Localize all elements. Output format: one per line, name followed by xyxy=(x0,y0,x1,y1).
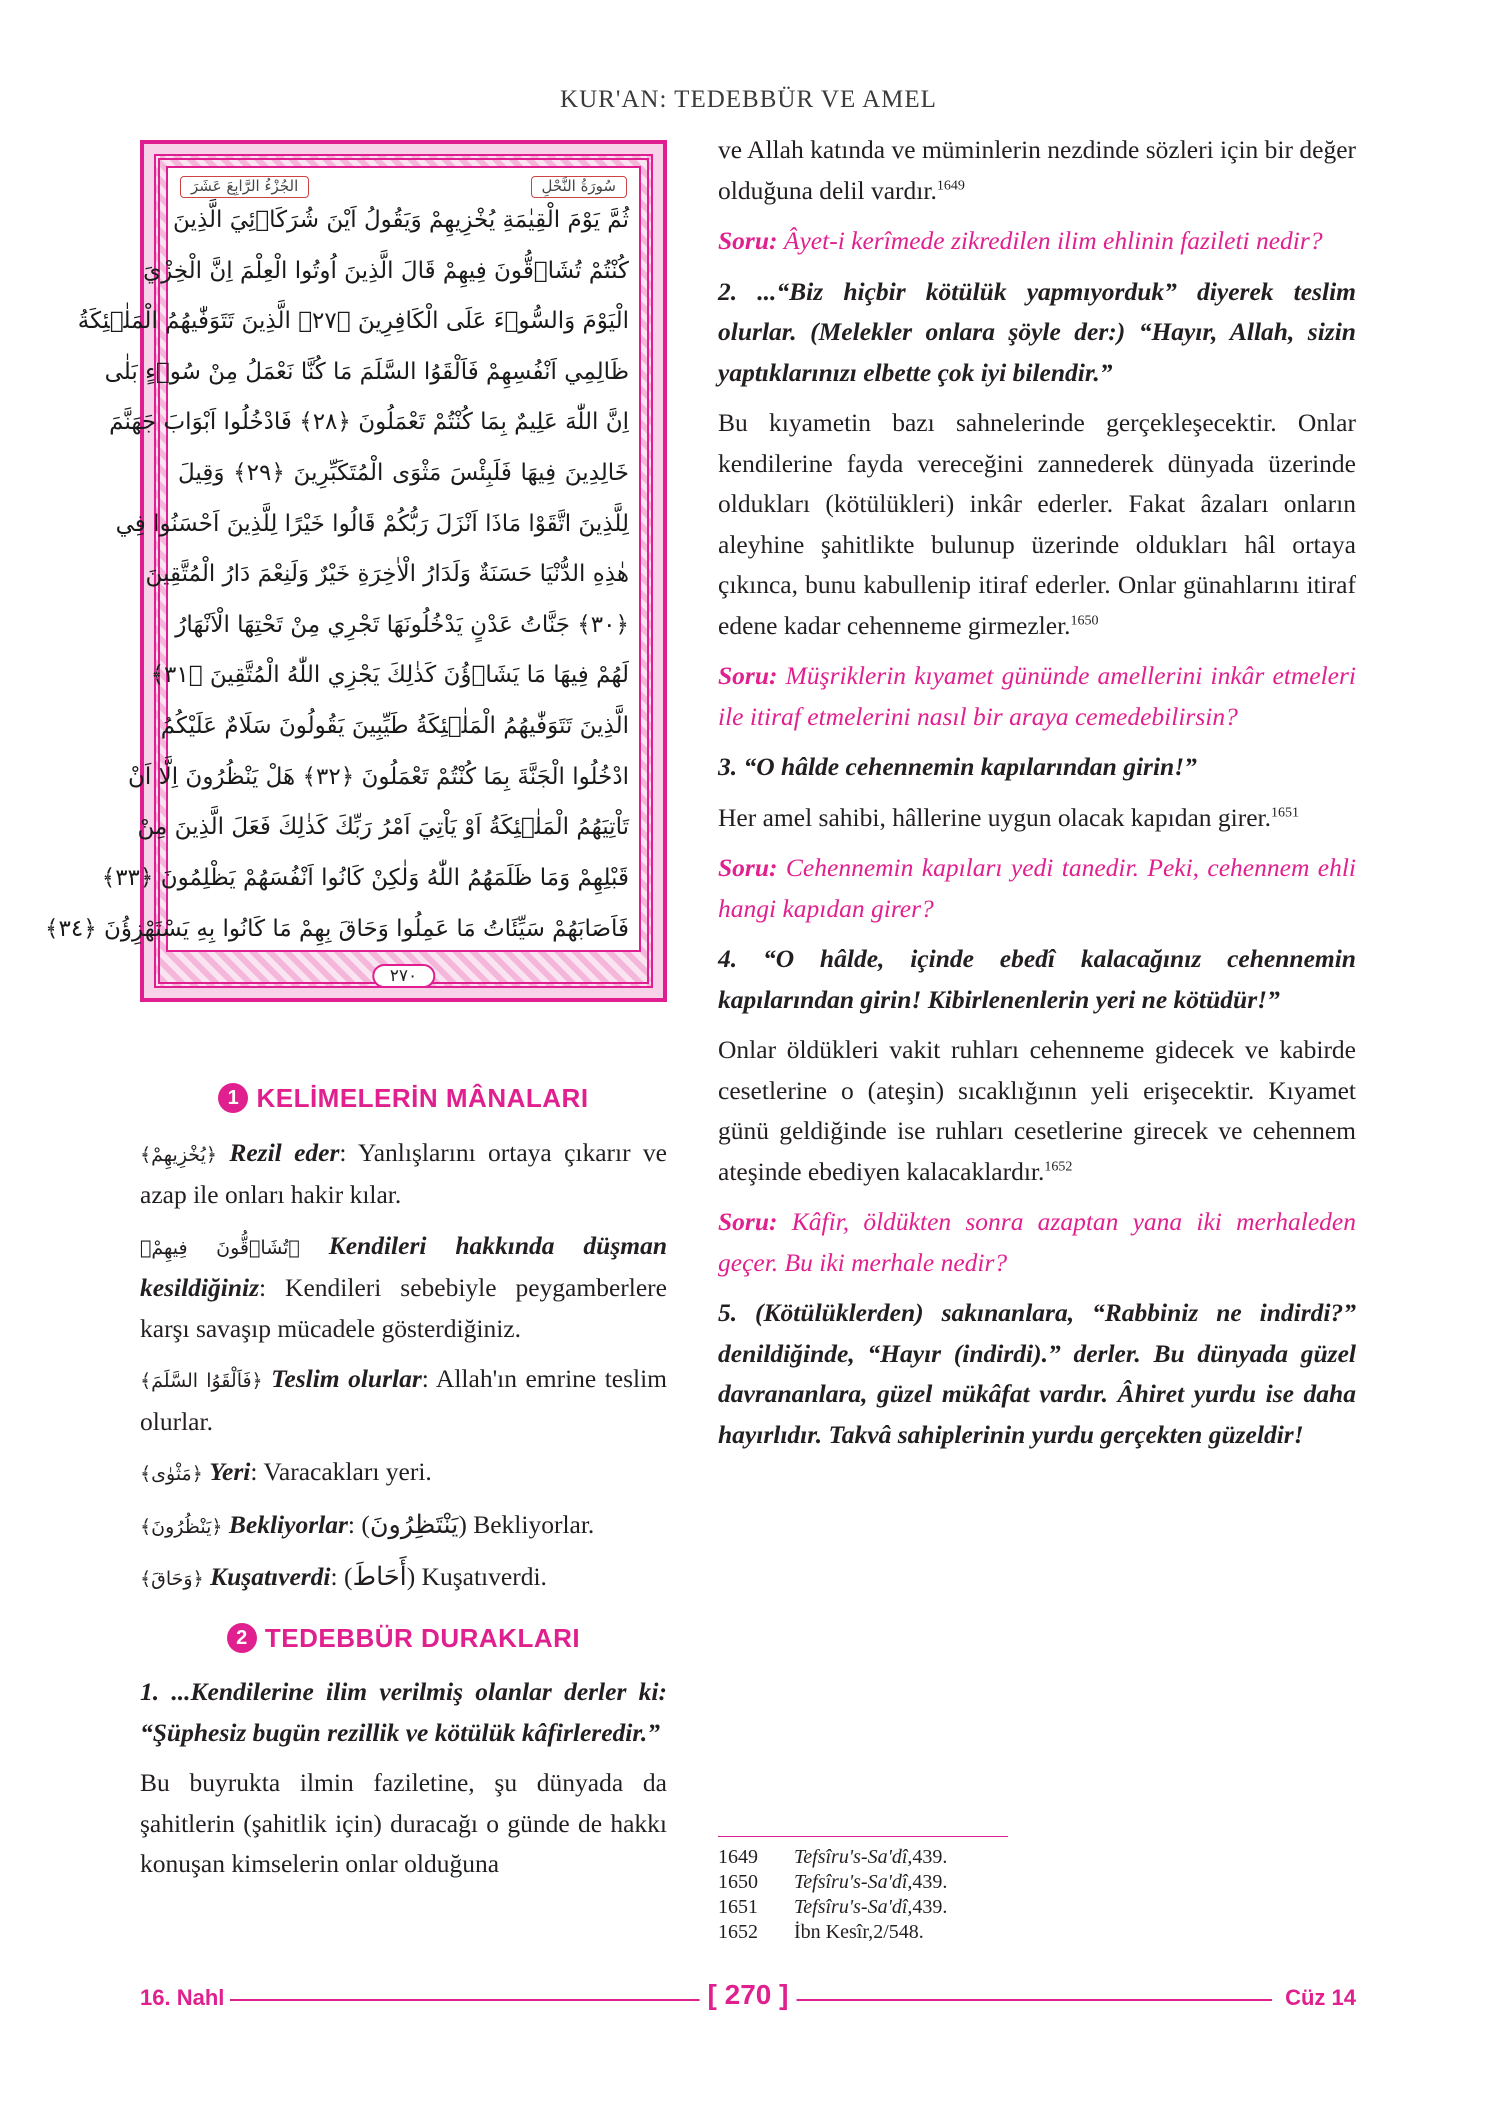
mushaf-line: هٰذِهِ الدُّنْيَا حَسَنَةٌ وَلَدَارُ الْاٰخِرَةِ خَيْرٌ وَلَنِعْمَ دَارُ الْمُتَّقِينَ xyxy=(145,561,629,588)
juz-label: الجُزْءُ الرَّابِعَ عَشَرَ xyxy=(180,176,309,198)
word-entry: ﴿وَحَاقَ﴾ Kuşatıverdi: (أَحَاطَ) Kuşatıverdi. xyxy=(140,1562,547,1591)
right-column xyxy=(718,130,1356,1465)
mushaf-line: تَاْتِيَهُمُ الْمَلٰۤئِكَةُ اَوْ يَاْتِيَ اَمْرُ رَبِّكَ كَذٰلِكَ فَعَلَ الَّذِينَ مِنْ xyxy=(137,814,629,841)
reflection-heading: 1. ...Kendilerine ilim verilmiş olanlar derler ki: “Şüphesiz bugün rezillik ve kötülük kâfirleredir.” xyxy=(140,1677,667,1747)
footnote-ref: 1652 xyxy=(1044,1159,1073,1174)
question: Soru: Cehennemin kapıları yedi tanedir. Peki, cehennem ehli hangi kapıdan girer? xyxy=(718,853,1356,923)
reflection-heading: 5. (Kötülüklerden) sakınanlara, “Rabbiniz ne indirdi?” denildiğinde, “Hayır (indirdi).” derler. Bu dünyada güzel davrananlara, güzel mükâfat vardır. Âhiret yurdu ise daha hayırlıdır. Takvâ sahiplerinin yurdu gerçekten güzeldir! xyxy=(718,1298,1356,1449)
word-entry: ﴿تُشَاۤقُّونَ فِيهِمْ﴾ Kendileri hakkında düşman kesildiğiniz: Kendileri sebebiyle peygamberlere karşı savaşıp mücadele gösterdiğiniz. xyxy=(140,1230,668,1343)
running-header: KUR'AN: TEDEBBÜR VE AMEL xyxy=(560,86,937,113)
reflection-heading: 4. “O hâlde, içinde ebedî kalacağınız cehennemin kapılarından girin! Kibirlenenlerin yeri ne kötüdür!” xyxy=(718,944,1356,1014)
mushaf-line: لَهُمْ فِيهَا مَا يَشَاۤؤُنَ كَذٰلِكَ يَجْزِي اللّٰهُ الْمُتَّقِينَ ﴿٣١﴾ xyxy=(150,662,629,689)
mushaf-line: اِنَّ اللّٰهَ عَلِيمٌ بِمَا كُنْتُمْ تَعْمَلُونَ ﴿٢٨﴾ فَادْخُلُوا اَبْوَابَ جَهَنَّمَ xyxy=(109,409,629,436)
mushaf-text-area xyxy=(44,166,641,952)
page-footer xyxy=(140,1979,1356,2015)
section-number-badge: 1 xyxy=(218,1083,248,1113)
body-paragraph: Bu buyrukta ilmin faziletine, şu dünyada da şahitlerin (şahitlik için) duracağı o günde de hakkı konuşan kimselerin onlar olduğuna xyxy=(140,1768,667,1878)
mushaf-line: الْيَوْمَ وَالسُّوۤءَ عَلَى الْكَافِرِينَ ﴿٢٧﴾ الَّذِينَ تَتَوَفّٰيهُمُ الْمَلٰۤئِكَةُ xyxy=(77,308,629,335)
footer-rule-left xyxy=(230,1999,750,2001)
reflection-heading: 2. ...“Biz hiçbir kötülük yapmıyorduk” diyerek teslim olurlar. (Melekler onlara şöyle der:) “Hayır, Allah, sizin yaptıklarınızı elbette çok iyi bilendir.” xyxy=(718,276,1356,387)
word-entry: ﴿فَاَلْقَوُا السَّلَمَ﴾ Teslim olurlar: Allah'ın emrine teslim olurlar. xyxy=(140,1364,668,1436)
footer-page-number: [ 270 ] xyxy=(700,1979,797,2011)
body-paragraph: ve Allah katında ve müminlerin nezdinde sözleri için bir değer olduğuna delil vardır.$^{1649}$ xyxy=(718,135,1356,205)
mushaf-line: ادْخُلُوا الْجَنَّةَ بِمَا كُنْتُمْ تَعْمَلُونَ ﴿٣٢﴾ هَلْ يَنْظُرُونَ اِلَّا اَنْ xyxy=(128,763,629,790)
reflection-heading: 3. “O hâlde cehennemin kapılarından girin!” xyxy=(718,752,1197,781)
footnote-ref: 1649 xyxy=(936,178,965,193)
footnote-ref: 1651 xyxy=(1271,805,1300,820)
mushaf-line: كُنْتُمْ تُشَاۤقُّونَ فِيهِمْ قَالَ الَّذِينَ اُوتُوا الْعِلْمَ اِنَّ الْخِزْيَ xyxy=(143,257,629,284)
section-title-words: 1 KELİMELERİN MÂNALARI xyxy=(140,1078,667,1119)
mushaf-line: ثُمَّ يَوْمَ الْقِيٰمَةِ يُخْزِيهِمْ وَيَقُولُ اَيْنَ شُرَكَاۤئِيَ الَّذِينَ xyxy=(173,207,629,233)
mushaf-line: لِلَّذِينَ اتَّقَوْا مَاذَا اَنْزَلَ رَبُّكُمْ قَالُوا خَيْرًا لِلَّذِينَ اَحْسَنُوا فِي xyxy=(115,510,629,537)
footnotes xyxy=(718,1845,1218,1945)
mushaf-line: خَالِدِينَ فِيهَا فَلَبِئْسَ مَثْوَى الْمُتَكَبِّرِينَ ﴿٢٩﴾ وَقِيلَ xyxy=(178,460,629,487)
mushaf-line: ظَالِمِي اَنْفُسِهِمْ فَاَلْقَوُا السَّلَمَ مَا كُنَّا نَعْمَلُ مِنْ سُوۤءٍ بَلٰى xyxy=(104,358,629,385)
footer-surah: 16. Nahl xyxy=(140,1985,225,2010)
footnote: 1649 Tefsîru's-Sa'dî, 439. xyxy=(718,1846,948,1868)
footnote-divider xyxy=(718,1836,1008,1837)
mushaf-lines xyxy=(44,207,629,942)
word-entry: ﴿يُخْزِيهِمْ﴾ Rezil eder: Yanlışlarını ortaya çıkarır ve azap ile onları hakir kılar. xyxy=(140,1137,667,1209)
footnote: 1651 Tefsîru's-Sa'dî, 439. xyxy=(718,1896,948,1918)
footnote: 1652 İbn Kesîr, 2/548. xyxy=(718,1921,924,1943)
word-entry: ﴿يَنْظُرُونَ﴾ Bekliyorlar: (يَنْتَظِرُونَ) Bekliyorlar. xyxy=(140,1509,595,1539)
left-column xyxy=(140,1060,667,1895)
mushaf-line: ﴿٣٠﴾ جَنَّاتُ عَدْنٍ يَدْخُلُونَهَا تَجْرِي مِنْ تَحْتِهَا الْاَنْهَارُ xyxy=(175,611,629,638)
section-title-reflection: 2 TEDEBBÜR DURAKLARI xyxy=(140,1618,667,1659)
body-paragraph: Her amel sahibi, hâllerine uygun olacak kapıdan girer.$^{1651}$ xyxy=(718,802,1300,832)
section-number-badge: 2 xyxy=(227,1623,257,1653)
footer-juz: Cüz 14 xyxy=(1285,1985,1356,2010)
footnote: 1650 Tefsîru's-Sa'dî, 439. xyxy=(718,1871,948,1893)
mushaf-line: الَّذِينَ تَتَوَفّٰيهُمُ الْمَلٰۤئِكَةُ طَيِّبِينَ يَقُولُونَ سَلَامٌ عَلَيْكُمُ xyxy=(160,713,629,740)
footnote-ref: 1650 xyxy=(1070,613,1099,628)
body-paragraph: Onlar öldükleri vakit ruhları cehenneme gidecek ve kabirde cesetlerine o (ateşin) sıcaklığının yeli erişecektir. Kıyamet günü geldiğinde ise ruhları cesetlerine girecek ve cehennem ateşinde ebediyen kalacaklardır.$^{1652}$ xyxy=(718,1035,1356,1186)
question: Soru: Müşriklerin kıyamet gününde amellerini inkâr etmeleri ile itiraf etmelerini nasıl bir araya cemedebilirsin? xyxy=(718,661,1356,731)
footer-rule-right xyxy=(782,1999,1272,2001)
mushaf-page xyxy=(44,140,667,1002)
mushaf-line: فَاَصَابَهُمْ سَيِّئَاتُ مَا عَمِلُوا وَحَاقَ بِهِمْ مَا كَانُوا بِهِ يَسْتَهْزِؤُنَ ﴿٣٤﴾ xyxy=(44,915,629,942)
question: Soru: Kâfir, öldükten sonra azaptan yana iki merhaleden geçer. Bu iki merhale nedir? xyxy=(718,1207,1356,1277)
body-paragraph: Bu kıyametin bazı sahnelerinde gerçekleşecektir. Onlar kendilerine fayda vereceğini zannederek dünyada üzerinde oldukları (kötülükleri) inkâr ederler. Fakat âzaları onların aleyhine şahitlikte bulunup üzerinde oldukları hâl ortaya çıkınca, bunu kabullenip itiraf ederler. Onlar günahlarını itiraf edene kadar cehenneme girmezler.$^{1650}$ xyxy=(718,408,1356,640)
mushaf-page-number: ٢٧٠ xyxy=(372,964,435,988)
word-entry: ﴿مَثْوٰى﴾ Yeri: Varacakları yeri. xyxy=(140,1457,432,1486)
mushaf-header-labels xyxy=(180,176,627,198)
mushaf-line: قَبْلِهِمْ وَمَا ظَلَمَهُمُ اللّٰهُ وَلٰكِنْ كَانُوا اَنْفُسَهُمْ يَظْلِمُونَ ﴿٣٣﴾ xyxy=(101,864,629,891)
question: Soru: Âyet-i kerîmede zikredilen ilim ehlinin fazileti nedir? xyxy=(718,226,1323,255)
surah-label: سُورَةُ النَّحْلِ xyxy=(531,176,628,198)
